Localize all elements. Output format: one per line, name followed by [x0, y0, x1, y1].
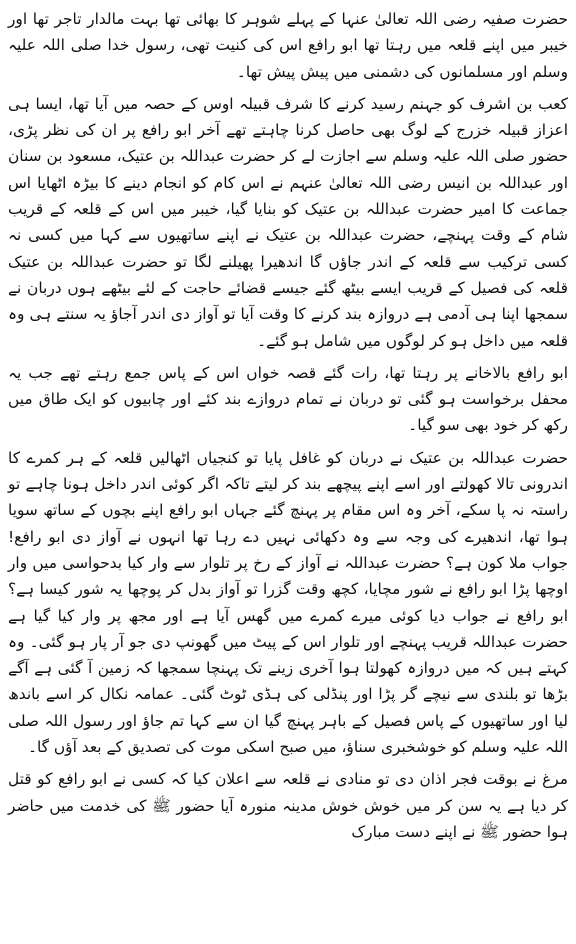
paragraph-attack: حضرت عبداللہ بن عتیک نے دربان کو غافل پایا تو کنجیاں اٹھالیں قلعہ کے ہر کمرے کا اندرونی تالا کھولتے اور اسے اپنے پیچھے بند کر لیتے تاکہ اگر کوئی اندر داخل ہونا چاہے تو راستہ نہ پا سکے، آخر وہ اس مقام پر پہنچ گئے جہاں ابو رافع اپنے بچوں کے ساتھ سویا ہوا تھا، اندھیرے کی وجہ سے وہ دکھائی نہیں دے رہا تھا انہوں نے آواز دی ابو رافع! جواب ملا کون ہے؟ حضرت عبداللہ نے آواز کے رخ پر تلوار سے وار کیا بدحواسی میں وار اوچھا پڑا ابو رافع نے شور مچایا، کچھ وقت گزرا تو آواز بدل کر پوچھا یہ شور کیسا ہے؟ ابو رافع نے جواب دیا کوئی میرے کمرے میں گھس آیا ہے اور مجھ پر وار کیا گیا ہے حضرت عبداللہ قریب پہنچے اور تلوار اس کے پیٹ میں گھونپ دی جو آر پار ہو گئی۔ وہ کہتے ہیں کہ میں دروازہ کھولتا ہوا آخری زینے تک پہنچا سمجھا کہ زمین آ گئی ہے آگے بڑھا تو بلندی سے نیچے گر پڑا اور پنڈلی کی ہڈی ٹوٹ گئی۔ عمامہ نکال کر اسے باندھ لیا اور ساتھیوں کے پاس فصیل کے باہر پہنچ گیا ان سے کہا تم جاؤ اور رسول اللہ صلی اللہ علیہ وسلم کو خوشخبری سناؤ، میں صبح اسکی موت کی تصدیق کے بعد آؤں گا۔ — [8, 448, 568, 757]
paragraph-mission-plan: کعب بن اشرف کو جہنم رسید کرنے کا شرف قبیلہ اوس کے حصہ میں آیا تھا، ایسا ہی اعزاز قبیلہ خزرج کے لوگ بھی حاصل کرنا چاہتے تھے آخر ابو رافع پر ان کی نظر پڑی، حضور صلی اللہ علیہ وسلم سے اجازت لے کر حضرت عبداللہ بن عتیک، مسعود بن سنان اور عبداللہ بن انیس رضی اللہ تعالیٰ عنہم نے اس کام کو انجام دینے کا بیڑہ اٹھایا اس جماعت کا امیر حضرت عبداللہ بن عتیک کو بنایا گیا، خیبر میں اس کے قلعہ کے قریب شام کے وقت پہنچے، حضرت عبداللہ بن عتیک نے اپنے ساتھیوں سے کہا میں کسی نہ کسی ترکیب سے قلعہ کے اندر جاؤں گا اندھیرا پھیلنے لگا تو حضرت عبداللہ بن عتیک قلعہ کی فصیل کے قریب ایسے بیٹھ گئے جیسے قضائے حاجت کے لئے بیٹھے ہوں دربان نے سمجھا اپنا ہی آدمی ہے دروازہ بند کرنے کا وقت آیا تو آواز دی اندر آجاؤ یہ سنتے ہی وہ قلعہ میں داخل ہو کر لوگوں میں شامل ہو گئے۔ — [8, 94, 568, 350]
paragraph-abu-rafi-intro: حضرت صفیہ رضی اللہ تعالیٰ عنہا کے پہلے شوہر کا بھائی تھا بہت مالدار تاجر تھا اور خیبر میں اپنے قلعہ میں رہتا تھا ابو رافع اس کی کنیت تھی، رسول خدا صلی اللہ علیہ وسلم اور مسلمانوں کی دشمنی میں پیش پیش تھا۔ — [8, 10, 568, 81]
paragraph-night-gathering: ابو رافع بالاخانے پر رہتا تھا، رات گئے قصہ خواں اس کے پاس جمع رہتے تھے جب یہ محفل برخواست ہو گئی تو دربان نے تمام دروازے بند کئے اور چابیوں کو ایک طاق میں رکھ کر خود بھی سو گیا۔ — [8, 363, 568, 435]
paragraph-dawn-announcement: مرغ نے بوقت فجر اذان دی تو منادی نے قلعہ سے اعلان کیا کہ کسی نے ابو رافع کو قتل کر دیا ہے یہ سن کر میں خوش خوش مدینہ منورہ آیا حضور ﷺ کی خدمت میں حاضر ہوا حضور ﷺ نے اپنے دست مبارک — [8, 770, 568, 841]
